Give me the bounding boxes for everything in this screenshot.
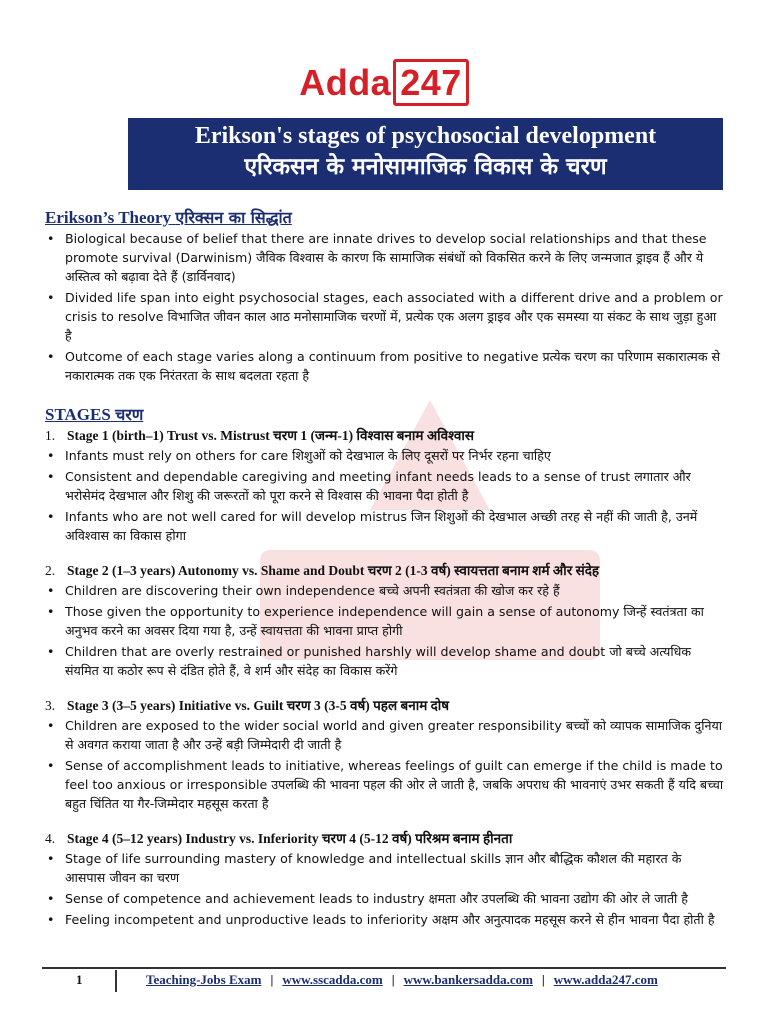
footer-separator: |: [391, 972, 395, 987]
logo-text-adda: Adda: [299, 62, 392, 103]
logo-text-247: 247: [393, 59, 469, 106]
stage-1-list: [45, 446, 725, 545]
footer-link-teaching-jobs[interactable]: Teaching-Jobs Exam: [146, 972, 262, 987]
theory-list: [45, 229, 725, 385]
stage-2-list: [45, 581, 725, 680]
list-item: • Those given the opportunity to experience independence will gain a sense of autonomy जिन्हें स्वतंत्रता का अनुभव करने का अवसर दिया गया है, उन्हें स्वायत्तता की भावना प्राप्त होगी: [45, 602, 725, 640]
list-item: • Outcome of each stage varies along a continuum from positive to negative प्रत्येक चरण का परिणाम सकारात्मक से नकारात्मक तक एक निरंतरता के साथ बदलता रहता है: [45, 347, 725, 385]
footer-separator: |: [270, 972, 274, 987]
stage-2-title: [45, 561, 725, 580]
footer-link-sscadda[interactable]: www.sscadda.com: [282, 972, 383, 987]
page-title-english: Erikson's stages of psychosocial development: [194, 123, 657, 149]
list-item: • Sense of accomplishment leads to initiative, whereas feelings of guilt can emerge if the child is made to feel too anxious or irresponsible उपलब्धि की भावना पहल की ओर ले जाती है, जबकि अपराध की भावनाएं उभर सकती हैं यदि बच्चा बहुत चिंतित या गैर-जिम्मेदार महसूस करता है: [45, 756, 725, 813]
list-item: • Children are discovering their own independence बच्चे अपनी स्वतंत्रता की खोज कर रहे हैं: [45, 581, 725, 600]
stage-number: 2.: [45, 563, 56, 578]
list-item: • Sense of competence and achievement leads to industry क्षमता और उपलब्धि की भावना उद्योग की ओर ले जाती है: [45, 889, 725, 908]
stage-heading-text: Stage 3 (3–5 years) Initiative vs. Guilt चरण 3 (3-5 वर्ष) पहल बनाम दोष: [67, 698, 450, 713]
theory-heading: [45, 208, 725, 227]
title-banner: [128, 118, 723, 190]
stages-heading-en: STAGES: [45, 405, 111, 424]
stage-3-list: [45, 716, 725, 813]
list-item: • Feeling incompetent and unproductive leads to inferiority अक्षम और अनुत्पादक महसूस करने से हीन भावना पैदा होती है: [45, 910, 725, 929]
stage-heading-text: Stage 2 (1–3 years) Autonomy vs. Shame and Doubt चरण 2 (1-3 वर्ष) स्वायत्तता बनाम शर्म और संदेह: [67, 563, 600, 578]
stages-heading: [45, 405, 725, 424]
stage-number: 3.: [45, 698, 56, 713]
adda247-logo: [0, 62, 768, 104]
footer-divider: [42, 967, 726, 969]
page-footer: [42, 972, 726, 996]
theory-heading-hi: एरिक्सन का सिद्धांत: [175, 208, 292, 227]
list-item: • Stage of life surrounding mastery of knowledge and intellectual skills ज्ञान और बौद्धिक कौशल की महारत के आसपास जीवन का चरण: [45, 849, 725, 887]
footer-vertical-divider: [115, 970, 117, 992]
stage-3-title: [45, 696, 725, 715]
list-item: • Consistent and dependable caregiving and meeting infant needs leads to a sense of trust लगातार और भरोसेमंद देखभाल और शिशु की जरूरतों को पूरा करने से विश्वास की भावना पैदा होती है: [45, 467, 725, 505]
list-item: • Infants must rely on others for care शिशुओं को देखभाल के लिए दूसरों पर निर्भर रहना चाहिए: [45, 446, 725, 465]
stage-1-title: [45, 426, 725, 445]
footer-links: [146, 972, 658, 988]
stages-heading-hi: चरण: [115, 405, 144, 424]
stage-number: 1.: [45, 428, 56, 443]
stage-heading-text: Stage 1 (birth–1) Trust vs. Mistrust चरण 1 (जन्म-1) विश्वास बनाम अविश्वास: [67, 428, 475, 443]
footer-separator: |: [541, 972, 545, 987]
list-item: • Children are exposed to the wider social world and given greater responsibility बच्चों को व्यापक सामाजिक दुनिया से अवगत कराया जाता है और उन्हें बड़ी जिम्मेदारी दी जाती है: [45, 716, 725, 754]
theory-heading-en: Erikson’s Theory: [45, 208, 172, 227]
stage-heading-text: Stage 4 (5–12 years) Industry vs. Inferiority चरण 4 (5-12 वर्ष) परिश्रम बनाम हीनता: [67, 831, 513, 846]
list-item: • Divided life span into eight psychosocial stages, each associated with a different drive and a problem or crisis to resolve विभाजित जीवन काल आठ मनोसामाजिक चरणों में, प्रत्येक एक अलग ड्राइव और एक समस्या या संकट के साथ जुड़ा हुआ है: [45, 288, 725, 345]
list-item: • Biological because of belief that there are innate drives to develop social relationships and that these promote survival (Darwinism) जैविक विश्वास के कारण कि सामाजिक संबंधों को विकसित करने के लिए जन्मजात ड्राइव हैं और ये अस्तित्व को बढ़ावा देते हैं (डार्विनवाद): [45, 229, 725, 286]
list-item: • Infants who are not well cared for will develop mistrus जिन शिशुओं की देखभाल अच्छी तरह से नहीं की जाती है, उनमें अविश्वास का विकास होगा: [45, 507, 725, 545]
stage-number: 4.: [45, 831, 56, 846]
stage-4-list: [45, 849, 725, 929]
footer-link-adda247[interactable]: www.adda247.com: [553, 972, 658, 987]
document-body: [45, 204, 725, 931]
page-number: 1: [76, 972, 83, 987]
stage-4-title: [45, 829, 725, 848]
footer-link-bankersadda[interactable]: www.bankersadda.com: [403, 972, 533, 987]
page-title-hindi: एरिकसन के मनोसामाजिक विकास के चरण: [244, 154, 607, 180]
list-item: • Children that are overly restrained or punished harshly will develop shame and doubt जो बच्चे अत्यधिक संयमित या कठोर रूप से दंडित होते हैं, वे शर्म और संदेह का विकास करेंगे: [45, 642, 725, 680]
